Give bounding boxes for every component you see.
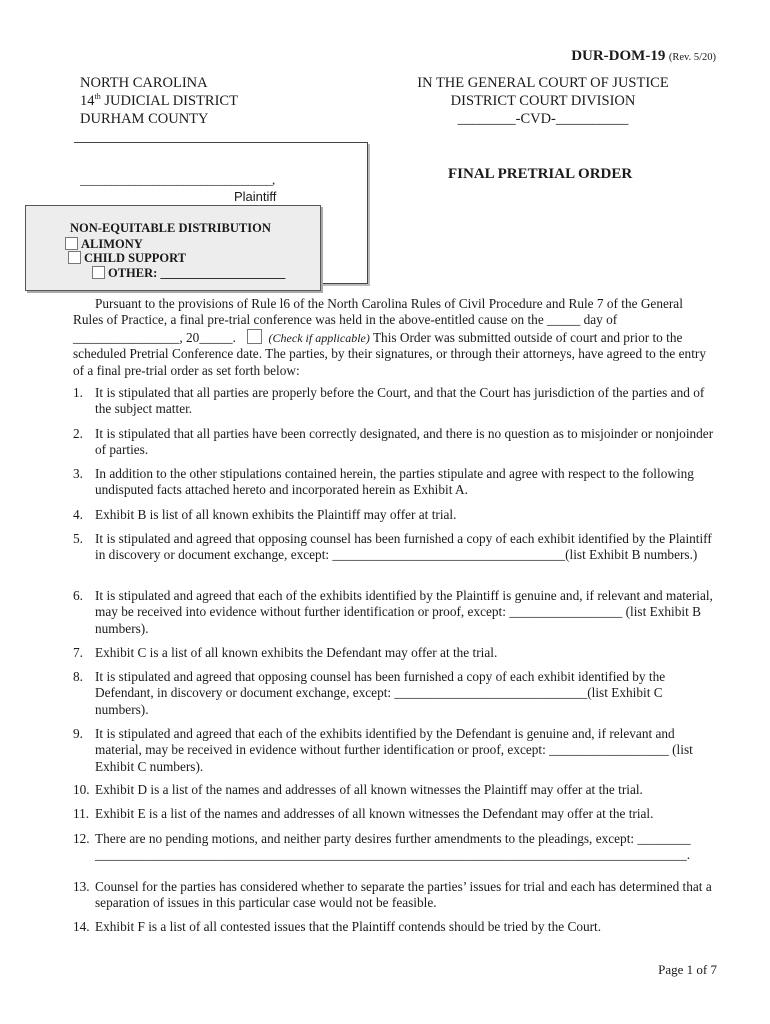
- plaintiff-label: Plaintiff: [234, 189, 277, 204]
- other-checkbox[interactable]: [92, 266, 105, 279]
- page-number: Page 1 of 7: [658, 962, 717, 977]
- list-item: 5. It is stipulated and agreed that opposing counsel has been furnished a copy of each exhibit identified by the Plaintiff in discovery or document exchange, except: ___________________________________(list Exhibit B numbers.): [73, 531, 712, 563]
- form-code: DUR-DOM-19: [571, 48, 666, 64]
- list-item: 3. In addition to the other stipulations contained herein, the parties stipulate and agree with respect to the following undisputed facts attached hereto and incorporated herein as Exhibit A.: [73, 466, 694, 498]
- alimony-checkbox[interactable]: [65, 237, 78, 250]
- child-support-checkbox[interactable]: [68, 251, 81, 264]
- alimony-option[interactable]: ALIMONY: [65, 237, 143, 252]
- list-item: 10. Exhibit D is a list of the names and addresses of all known witnesses the Plaintiff may offer at the trial.: [73, 782, 643, 797]
- intro-text: Pursuant to the provisions of Rule l6 of the North Carolina Rules of Civil Procedure and Rule 7 of the General Rules of Practice, a final pre-trial conference was held in the above-entitled cause on the _____ day of ________________, 20_____.: [73, 296, 683, 345]
- intro-text-continued: This Order was submitted outside of court and prior to the scheduled Pretrial Conference date. The parties, by their signatures, or through their attorneys, have agreed to the entry of a final pre-trial order as set forth below:: [73, 329, 706, 378]
- court-division: DISTRICT COURT DIVISION: [450, 93, 636, 109]
- plaintiff-name-blank[interactable]: ________________________________,: [80, 172, 275, 187]
- list-item: 6. It is stipulated and agreed that each of the exhibits identified by the Plaintiff is genuine and, if relevant and material, may be received into evidence without further identification or proof, except: _________________ (list Exhibit B numbers).: [73, 588, 713, 636]
- list-item: 7. Exhibit C is a list of all known exhibits the Defendant may offer at the trial.: [73, 645, 498, 660]
- list-item: 14. Exhibit F is a list of all contested issues that the Plaintiff contends should be tried by the Court.: [73, 919, 602, 934]
- file-number-blank[interactable]: ________-CVD-__________: [457, 111, 629, 127]
- list-item: 2. It is stipulated that all parties have been correctly designated, and there is no question as to misjoinder or nonjoinder of parties.: [73, 426, 714, 458]
- intro-paragraph: [73, 296, 716, 379]
- court-division-block: [380, 74, 706, 128]
- judicial-district: 14th JUDICIAL DISTRICT: [80, 92, 238, 109]
- form-revision: (Rev. 5/20): [668, 52, 716, 63]
- check-if-applicable-note: (Check if applicable): [268, 330, 370, 345]
- case-type-box: [25, 205, 321, 291]
- list-item: 4. Exhibit B is list of all known exhibits the Plaintiff may offer at trial.: [73, 507, 457, 522]
- submitted-outside-court-checkbox[interactable]: [247, 329, 262, 344]
- list-item: 9. It is stipulated and agreed that each of the exhibits identified by the Defendant is genuine and, if relevant and material, may be received in evidence without further identification or proof, except: __________________ (list Exhibit C numbers).: [73, 726, 693, 774]
- list-item: 8. It is stipulated and agreed that opposing counsel has been furnished a copy of each exhibit identified by the Defendant, in discovery or document exchange, except: _____________________________(list Exhibit C numbers).: [73, 669, 666, 717]
- list-item: 1. It is stipulated that all parties are properly before the Court, and that the Court has jurisdiction of the parties and of the subject matter.: [73, 385, 705, 417]
- child-support-option[interactable]: CHILD SUPPORT: [68, 251, 186, 266]
- list-item: 11. Exhibit E is a list of the names and addresses of all known witnesses the Defendant may offer at the trial.: [73, 806, 654, 821]
- list-item: 12. There are no pending motions, and neither party desires further amendments to the pleadings, except: ________ _________________________________________________________________________________________.: [73, 831, 691, 863]
- case-type-title: NON-EQUITABLE DISTRIBUTION: [70, 221, 271, 235]
- court-name: IN THE GENERAL COURT OF JUSTICE: [417, 75, 669, 91]
- state-name: NORTH CAROLINA: [80, 75, 208, 91]
- court-location-block: [80, 74, 238, 128]
- county-name: DURHAM COUNTY: [80, 111, 209, 127]
- form-identifier: [571, 48, 716, 65]
- document-title: FINAL PRETRIAL ORDER: [448, 166, 633, 182]
- other-option[interactable]: OTHER: ____________________: [92, 266, 285, 281]
- list-item: 13. Counsel for the parties has considered whether to separate the parties’ issues for trial and each has determined that a separation of issues in this particular case would not be feasible.: [73, 879, 712, 911]
